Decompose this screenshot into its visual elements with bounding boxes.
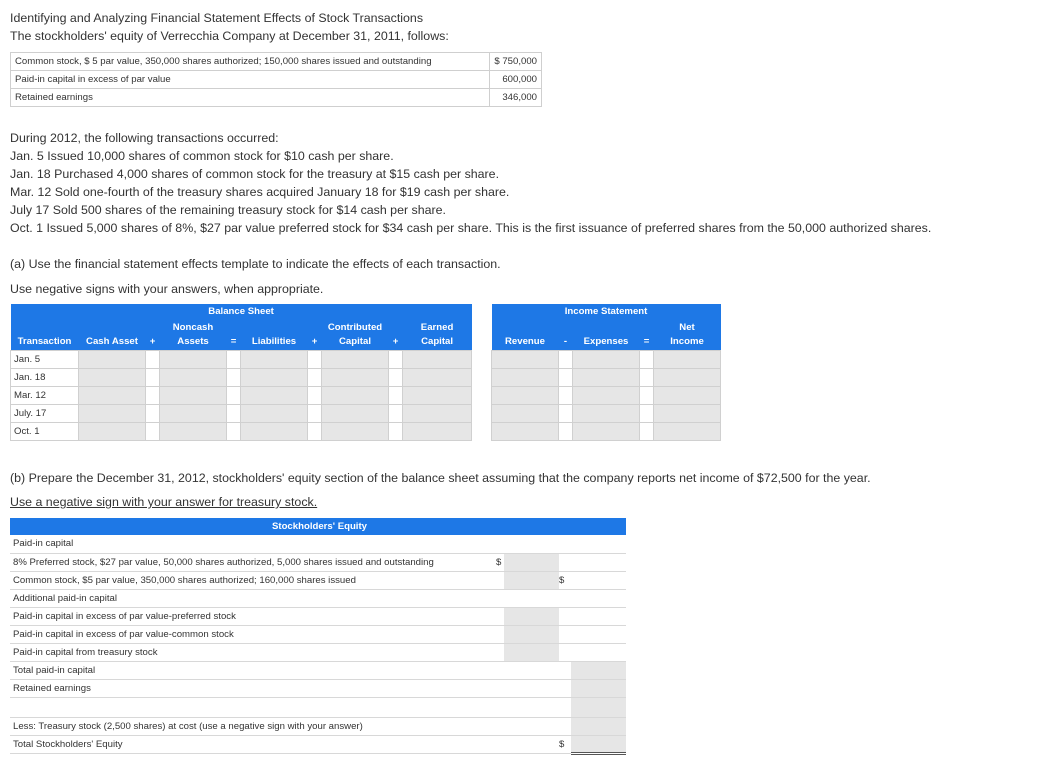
cash-asset-input[interactable]: [79, 422, 146, 440]
noncash-assets-header: Assets: [160, 333, 227, 350]
equity-label: Common stock, $ 5 par value, 350,000 shares authorized; 150,000 shares issued and outstanding: [11, 53, 490, 71]
transaction-date: Jan. 5: [11, 350, 79, 368]
income-statement-table: [491, 304, 721, 441]
table-row: [10, 697, 626, 717]
equity-value: 600,000: [490, 71, 542, 89]
total-equity-input[interactable]: [571, 735, 626, 753]
cash-asset-input[interactable]: [79, 404, 146, 422]
part-b-instruction: (b) Prepare the December 31, 2012, stockholders' equity section of the balance sheet assuming that the company reports net income of $72,500 for the year.: [10, 471, 871, 485]
table-row: [10, 535, 626, 553]
liabilities-input[interactable]: [241, 350, 308, 368]
revenue-input[interactable]: [492, 422, 559, 440]
noncash-assets-input[interactable]: [160, 386, 227, 404]
table-row: [10, 625, 626, 643]
transaction-item: Oct. 1 Issued 5,000 shares of 8%, $27 par value preferred stock for $34 cash per share. This is the first issuance of preferred shares from the 50,000 authorized shares.: [10, 221, 932, 235]
se-label: Total paid-in capital: [10, 661, 496, 679]
equity-2011-table: [10, 52, 542, 107]
stockholders-equity-header: Stockholders' Equity: [10, 518, 626, 535]
problem-intro: The stockholders' equity of Verrecchia Company at December 31, 2011, follows:: [10, 29, 449, 43]
transaction-header: Transaction: [11, 333, 79, 350]
table-row: [492, 368, 721, 386]
revenue-input[interactable]: [492, 368, 559, 386]
equals-operator: =: [227, 333, 241, 350]
liabilities-input[interactable]: [241, 404, 308, 422]
expenses-input[interactable]: [573, 368, 640, 386]
table-row: [11, 89, 542, 107]
equity-value: $ 750,000: [490, 53, 542, 71]
liabilities-header: Liabilities: [241, 333, 308, 350]
transaction-item: Mar. 12 Sold one-fourth of the treasury shares acquired January 18 for $19 cash per share.: [10, 185, 510, 199]
table-row: [11, 386, 472, 404]
expenses-input[interactable]: [573, 350, 640, 368]
net-income-input[interactable]: [654, 368, 721, 386]
net-income-input[interactable]: [654, 404, 721, 422]
transaction-item: Jan. 5 Issued 10,000 shares of common stock for $10 cash per share.: [10, 149, 394, 163]
noncash-assets-input[interactable]: [160, 350, 227, 368]
revenue-input[interactable]: [492, 350, 559, 368]
table-row: [11, 404, 472, 422]
net-income-header: Income: [654, 333, 721, 350]
part-b-note: Use a negative sign with your answer for treasury stock.: [10, 495, 318, 509]
table-row: [10, 571, 626, 589]
expenses-input[interactable]: [573, 422, 640, 440]
retained-earnings-input[interactable]: [571, 679, 626, 697]
table-row: [492, 404, 721, 422]
equity-label: Paid-in capital in excess of par value: [11, 71, 490, 89]
se-label: Paid-in capital in excess of par value-common stock: [10, 625, 496, 643]
table-row: [10, 735, 626, 753]
contributed-header: Contributed: [322, 319, 389, 333]
treasury-stock-input[interactable]: [571, 717, 626, 735]
dollar-sign: $: [559, 735, 571, 753]
earned-capital-input[interactable]: [403, 404, 472, 422]
preferred-stock-input[interactable]: [504, 553, 559, 571]
earned-capital-input[interactable]: [403, 368, 472, 386]
table-row: [492, 350, 721, 368]
table-row: [11, 53, 542, 71]
total-paid-in-input[interactable]: [571, 661, 626, 679]
liabilities-input[interactable]: [241, 386, 308, 404]
contributed-capital-header: Capital: [322, 333, 389, 350]
transaction-item: July 17 Sold 500 shares of the remaining treasury stock for $14 cash per share.: [10, 203, 446, 217]
plus-operator: +: [146, 333, 160, 350]
contributed-capital-input[interactable]: [322, 404, 389, 422]
contributed-capital-input[interactable]: [322, 422, 389, 440]
noncash-assets-input[interactable]: [160, 368, 227, 386]
expenses-input[interactable]: [573, 386, 640, 404]
se-label: Retained earnings: [10, 679, 496, 697]
liabilities-input[interactable]: [241, 368, 308, 386]
revenue-input[interactable]: [492, 386, 559, 404]
se-label: [10, 697, 496, 717]
common-stock-input[interactable]: [504, 571, 559, 589]
apic-preferred-input[interactable]: [504, 607, 559, 625]
noncash-header: Noncash: [160, 319, 227, 333]
se-label: Paid-in capital from treasury stock: [10, 643, 496, 661]
equity-value: 346,000: [490, 89, 542, 107]
expenses-input[interactable]: [573, 404, 640, 422]
table-row: [10, 661, 626, 679]
plus-operator: +: [308, 333, 322, 350]
plus-operator: +: [389, 333, 403, 350]
subtotal-input[interactable]: [571, 697, 626, 717]
earned-capital-input[interactable]: [403, 350, 472, 368]
net-header: Net: [654, 319, 721, 333]
contributed-capital-input[interactable]: [322, 386, 389, 404]
contributed-capital-input[interactable]: [322, 368, 389, 386]
balance-sheet-table: [10, 304, 472, 441]
liabilities-input[interactable]: [241, 422, 308, 440]
se-label: Total Stockholders' Equity: [10, 735, 496, 753]
se-label: 8% Preferred stock, $27 par value, 50,000 shares authorized, 5,000 shares issued and outstanding: [10, 553, 496, 571]
table-row: [10, 679, 626, 697]
net-income-input[interactable]: [654, 386, 721, 404]
earned-header: Earned: [403, 319, 472, 333]
net-income-input[interactable]: [654, 350, 721, 368]
cash-asset-input[interactable]: [79, 368, 146, 386]
table-row: [10, 553, 626, 571]
dollar-sign: $: [496, 553, 504, 571]
income-statement-header: Income Statement: [492, 304, 721, 319]
transactions-intro: During 2012, the following transactions occurred:: [10, 131, 279, 145]
table-row: [10, 607, 626, 625]
table-row: [492, 386, 721, 404]
transaction-date: Jan. 18: [11, 368, 79, 386]
minus-operator: -: [559, 333, 573, 350]
table-row: [11, 71, 542, 89]
treasury-paid-in-input[interactable]: [504, 643, 559, 661]
table-row: [11, 422, 472, 440]
contributed-capital-input[interactable]: [322, 350, 389, 368]
part-a-instruction: (a) Use the financial statement effects template to indicate the effects of each transaction.: [10, 257, 501, 271]
transaction-item: Jan. 18 Purchased 4,000 shares of common stock for the treasury at $15 cash per share.: [10, 167, 500, 181]
net-income-input[interactable]: [654, 422, 721, 440]
transaction-date: Oct. 1: [11, 422, 79, 440]
noncash-assets-input[interactable]: [160, 404, 227, 422]
se-label: Less: Treasury stock (2,500 shares) at cost (use a negative sign with your answer): [10, 717, 496, 735]
earned-capital-input[interactable]: [403, 386, 472, 404]
transaction-date: Mar. 12: [11, 386, 79, 404]
transaction-date: July. 17: [11, 404, 79, 422]
part-a-note: Use negative signs with your answers, when appropriate.: [10, 282, 324, 296]
equals-operator: =: [640, 333, 654, 350]
se-label: Paid-in capital in excess of par value-preferred stock: [10, 607, 496, 625]
noncash-assets-input[interactable]: [160, 422, 227, 440]
stockholders-equity-table: [10, 518, 626, 755]
table-row: [11, 368, 472, 386]
table-row: [492, 422, 721, 440]
equity-label: Retained earnings: [11, 89, 490, 107]
apic-common-input[interactable]: [504, 625, 559, 643]
table-row: [10, 643, 626, 661]
se-label: Common stock, $5 par value, 350,000 shares authorized; 160,000 shares issued: [10, 571, 496, 589]
revenue-input[interactable]: [492, 404, 559, 422]
balance-sheet-header: Balance Sheet: [11, 304, 472, 319]
se-label: Paid-in capital: [10, 535, 496, 553]
dollar-sign: $: [559, 571, 571, 589]
table-row: [11, 350, 472, 368]
se-label: Additional paid-in capital: [10, 589, 496, 607]
revenue-header: Revenue: [492, 333, 559, 350]
earned-capital-input[interactable]: [403, 422, 472, 440]
table-row: [10, 717, 626, 735]
table-row: [10, 589, 626, 607]
problem-title: Identifying and Analyzing Financial Statement Effects of Stock Transactions: [10, 11, 424, 25]
cash-asset-input[interactable]: [79, 386, 146, 404]
earned-capital-header: Capital: [403, 333, 472, 350]
cash-asset-header: Cash Asset: [79, 333, 146, 350]
cash-asset-input[interactable]: [79, 350, 146, 368]
expenses-header: Expenses: [573, 333, 640, 350]
